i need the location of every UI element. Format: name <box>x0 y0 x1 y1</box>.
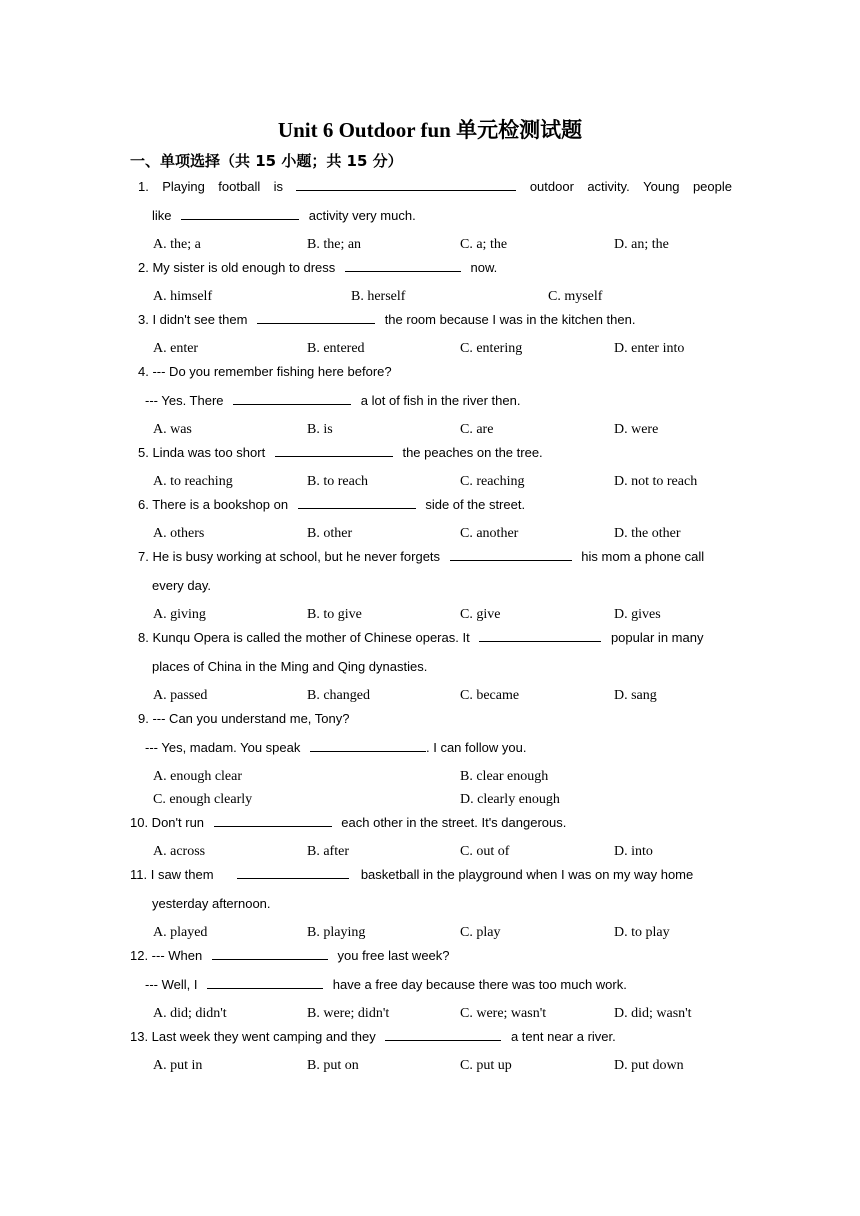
question-6 <box>138 496 525 514</box>
question-word: is <box>273 179 284 194</box>
question-text: his mom a phone call <box>581 549 705 564</box>
option-a[interactable]: A. enough clear <box>153 769 243 784</box>
question-text: --- Yes. There <box>145 393 224 408</box>
page-title: Unit 6 Outdoor fun 单元检测试题 <box>277 118 583 142</box>
question-text: now. <box>470 260 498 275</box>
question-12-line-2 <box>145 976 627 994</box>
question-4-line-2 <box>145 392 520 410</box>
option-a[interactable]: A. put in <box>153 1058 203 1073</box>
question-text: 10. Don't run <box>130 815 205 830</box>
option-c[interactable]: C. reaching <box>460 474 525 489</box>
option-d[interactable]: D. not to reach <box>614 474 698 489</box>
option-a[interactable]: A. passed <box>153 688 208 703</box>
question-text: side of the street. <box>425 497 526 512</box>
answer-blank[interactable] <box>310 739 426 752</box>
answer-blank[interactable] <box>214 814 332 827</box>
option-a[interactable]: A. to reaching <box>153 474 233 489</box>
question-11-line-1 <box>130 866 693 884</box>
question-13 <box>130 1028 616 1046</box>
question-text: 5. Linda was too short <box>138 445 266 460</box>
option-d[interactable]: D. into <box>614 844 653 859</box>
option-c[interactable]: C. out of <box>460 844 510 859</box>
question-text: the room because I was in the kitchen then. <box>384 312 636 327</box>
question-4-line-1: 4. --- Do you remember fishing here before? <box>138 364 392 379</box>
option-d[interactable]: D. clearly enough <box>460 792 560 807</box>
option-d[interactable]: D. the other <box>614 526 681 541</box>
question-text: . I can follow you. <box>426 740 527 755</box>
answer-blank[interactable] <box>212 947 328 960</box>
option-a[interactable]: A. played <box>153 925 208 940</box>
option-d[interactable]: D. to play <box>614 925 670 940</box>
question-7-line-1 <box>138 548 704 566</box>
question-text: basketball in the playground when I was on my way home <box>360 867 694 882</box>
option-a[interactable]: A. the; a <box>153 237 201 252</box>
question-text: 3. I didn't see them <box>138 312 248 327</box>
option-c[interactable]: C. put up <box>460 1058 512 1073</box>
option-c[interactable]: C. enough clearly <box>153 792 253 807</box>
option-b[interactable]: B. put on <box>307 1058 359 1073</box>
answer-blank[interactable] <box>233 392 351 405</box>
question-text: 12. --- When <box>130 948 203 963</box>
option-b[interactable]: B. is <box>307 422 333 437</box>
question-text: popular in many <box>610 630 704 645</box>
option-d[interactable]: D. sang <box>614 688 657 703</box>
option-b[interactable]: B. were; didn't <box>307 1006 390 1021</box>
question-text: --- Yes, madam. You speak <box>145 740 301 755</box>
option-c[interactable]: C. a; the <box>460 237 508 252</box>
option-c[interactable]: C. another <box>460 526 519 541</box>
option-d[interactable]: D. put down <box>614 1058 684 1073</box>
question-text: activity very much. <box>308 208 416 223</box>
question-10 <box>130 814 566 832</box>
question-text: 2. My sister is old enough to dress <box>138 260 336 275</box>
option-a[interactable]: A. across <box>153 844 206 859</box>
question-text: --- Well, I <box>145 977 198 992</box>
option-a[interactable]: A. himself <box>153 289 213 304</box>
question-1-line-1 <box>138 178 732 196</box>
option-c[interactable]: C. give <box>460 607 501 622</box>
option-d[interactable]: D. enter into <box>614 341 685 356</box>
option-a[interactable]: A. giving <box>153 607 206 622</box>
answer-blank[interactable] <box>450 548 572 561</box>
answer-blank[interactable] <box>479 629 601 642</box>
question-text: a lot of fish in the river then. <box>360 393 521 408</box>
question-text: each other in the street. It's dangerous. <box>341 815 567 830</box>
question-text: a tent near a river. <box>510 1029 616 1044</box>
option-b[interactable]: B. playing <box>307 925 366 940</box>
question-text: 11. I saw them <box>130 867 214 882</box>
option-b[interactable]: B. entered <box>307 341 365 356</box>
question-2 <box>138 259 497 277</box>
question-3 <box>138 311 635 329</box>
option-c[interactable]: C. play <box>460 925 501 940</box>
question-text: you free last week? <box>337 948 450 963</box>
option-c[interactable]: C. were; wasn't <box>460 1006 547 1021</box>
question-8-line-2: places of China in the Ming and Qing dynasties. <box>152 659 428 674</box>
answer-blank[interactable] <box>181 207 299 220</box>
answer-blank[interactable] <box>257 311 375 324</box>
question-7-line-2: every day. <box>152 578 212 593</box>
question-text: 7. He is busy working at school, but he never forgets <box>138 549 441 564</box>
option-d[interactable]: D. an; the <box>614 237 669 252</box>
option-b[interactable]: B. clear enough <box>460 769 549 784</box>
option-a[interactable]: A. enter <box>153 341 199 356</box>
answer-blank[interactable] <box>275 444 393 457</box>
question-12-line-1 <box>130 947 450 965</box>
question-text: have a free day because there was too much work. <box>332 977 627 992</box>
question-text: like <box>152 208 172 223</box>
question-text: 6. There is a bookshop on <box>138 497 289 512</box>
option-c[interactable]: C. are <box>460 422 494 437</box>
answer-blank[interactable] <box>237 866 349 879</box>
option-b[interactable]: B. to give <box>307 607 362 622</box>
question-9-line-2 <box>145 739 526 757</box>
option-a[interactable]: A. did; didn't <box>153 1006 227 1021</box>
option-d[interactable]: D. gives <box>614 607 661 622</box>
question-word: people <box>692 179 732 194</box>
option-c[interactable]: C. myself <box>548 289 603 304</box>
question-text: 8. Kunqu Opera is called the mother of Chinese operas. It <box>138 630 470 645</box>
answer-blank[interactable] <box>385 1028 501 1041</box>
question-text: 13. Last week they went camping and they <box>130 1029 376 1044</box>
question-9-line-1: 9. --- Can you understand me, Tony? <box>138 711 350 726</box>
question-word: activity. <box>587 179 630 194</box>
question-5 <box>138 444 543 462</box>
answer-blank[interactable] <box>207 976 323 989</box>
option-d[interactable]: D. were <box>614 422 659 437</box>
option-c[interactable]: C. entering <box>460 341 523 356</box>
option-d[interactable]: D. did; wasn't <box>614 1006 692 1021</box>
option-b[interactable]: B. other <box>307 526 353 541</box>
option-a[interactable]: A. others <box>153 526 205 541</box>
option-b[interactable]: B. after <box>307 844 349 859</box>
question-word: outdoor <box>529 179 574 194</box>
question-8-line-1 <box>138 629 703 647</box>
answer-blank[interactable] <box>345 259 461 272</box>
question-word: football <box>218 179 261 194</box>
option-b[interactable]: B. the; an <box>307 237 362 252</box>
option-b[interactable]: B. to reach <box>307 474 369 489</box>
option-b[interactable]: B. herself <box>351 289 406 304</box>
option-c[interactable]: C. became <box>460 688 520 703</box>
question-number: 1. <box>138 179 149 194</box>
question-text: the peaches on the tree. <box>402 445 543 460</box>
answer-blank[interactable] <box>298 496 416 509</box>
option-b[interactable]: B. changed <box>307 688 370 703</box>
question-1-line-2 <box>152 207 416 225</box>
question-word: Young <box>643 179 680 194</box>
answer-blank[interactable] <box>296 178 516 191</box>
section-heading: 一、单项选择（共 15 小题；共 15 分） <box>130 152 403 170</box>
question-11-line-2: yesterday afternoon. <box>152 896 271 911</box>
option-a[interactable]: A. was <box>153 422 192 437</box>
question-word: Playing <box>162 179 205 194</box>
